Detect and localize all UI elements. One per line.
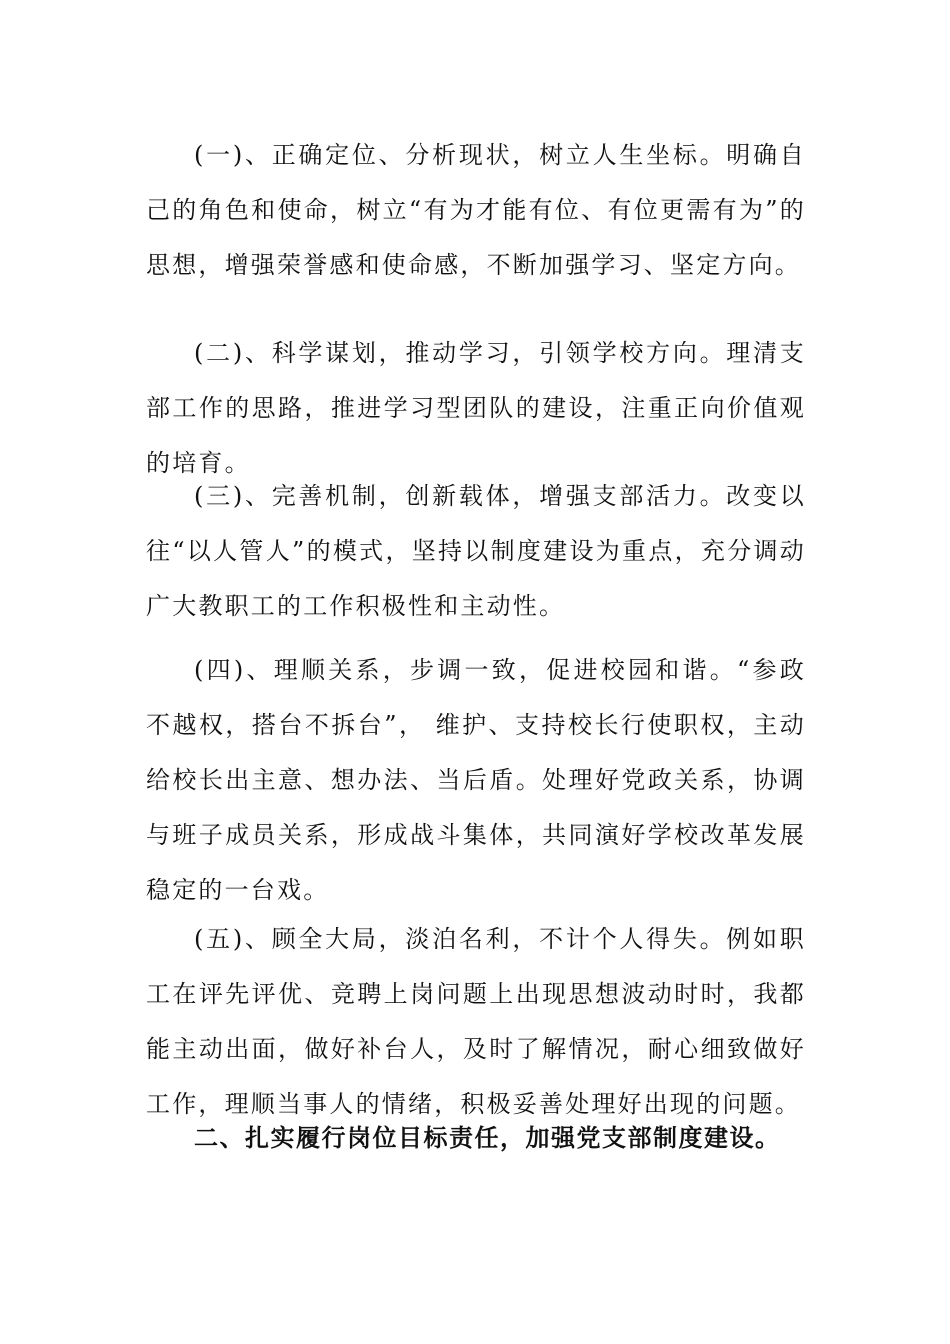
paragraph-5: (五)、顾全大局，淡泊名利，不计个人得失。例如职工在评先评优、竞聘上岗问题上出现思想波动时时，我都能主动出面，做好补台人，及时了解情况，耐心细致做好工作，理顺当事人的情绪，积极妥善处理好出现的问题。 xyxy=(146,925,806,1118)
section-heading: 二、扎实履行岗位目标责任，加强党支部制度建设。 xyxy=(194,1124,781,1152)
paragraph-4: (四)、理顺关系，步调一致，促进校园和谐。“参政不越权，搭台不拆台”， 维护、支持校长行使职权，主动给校长出主意、想办法、当后盾。处理好党政关系，协调与班子成员关系，形成战斗集体，共同演好学校改革发展稳定的一台戏。 xyxy=(146,656,806,904)
paragraph-2: (二)、科学谋划，推动学习，引领学校方向。理清支部工作的思路，推进学习型团队的建设，注重正向价值观的培育。 xyxy=(146,339,806,477)
paragraph-1: (一)、正确定位、分析现状，树立人生坐标。明确自己的角色和使命，树立“有为才能有位、有位更需有为”的思想，增强荣誉感和使命感，不断加强学习、坚定方向。 xyxy=(146,141,806,279)
paragraph-3: (三)、完善机制，创新载体，增强支部活力。改变以往“以人管人”的模式，坚持以制度建设为重点，充分调动广大教职工的工作积极性和主动性。 xyxy=(146,482,806,620)
